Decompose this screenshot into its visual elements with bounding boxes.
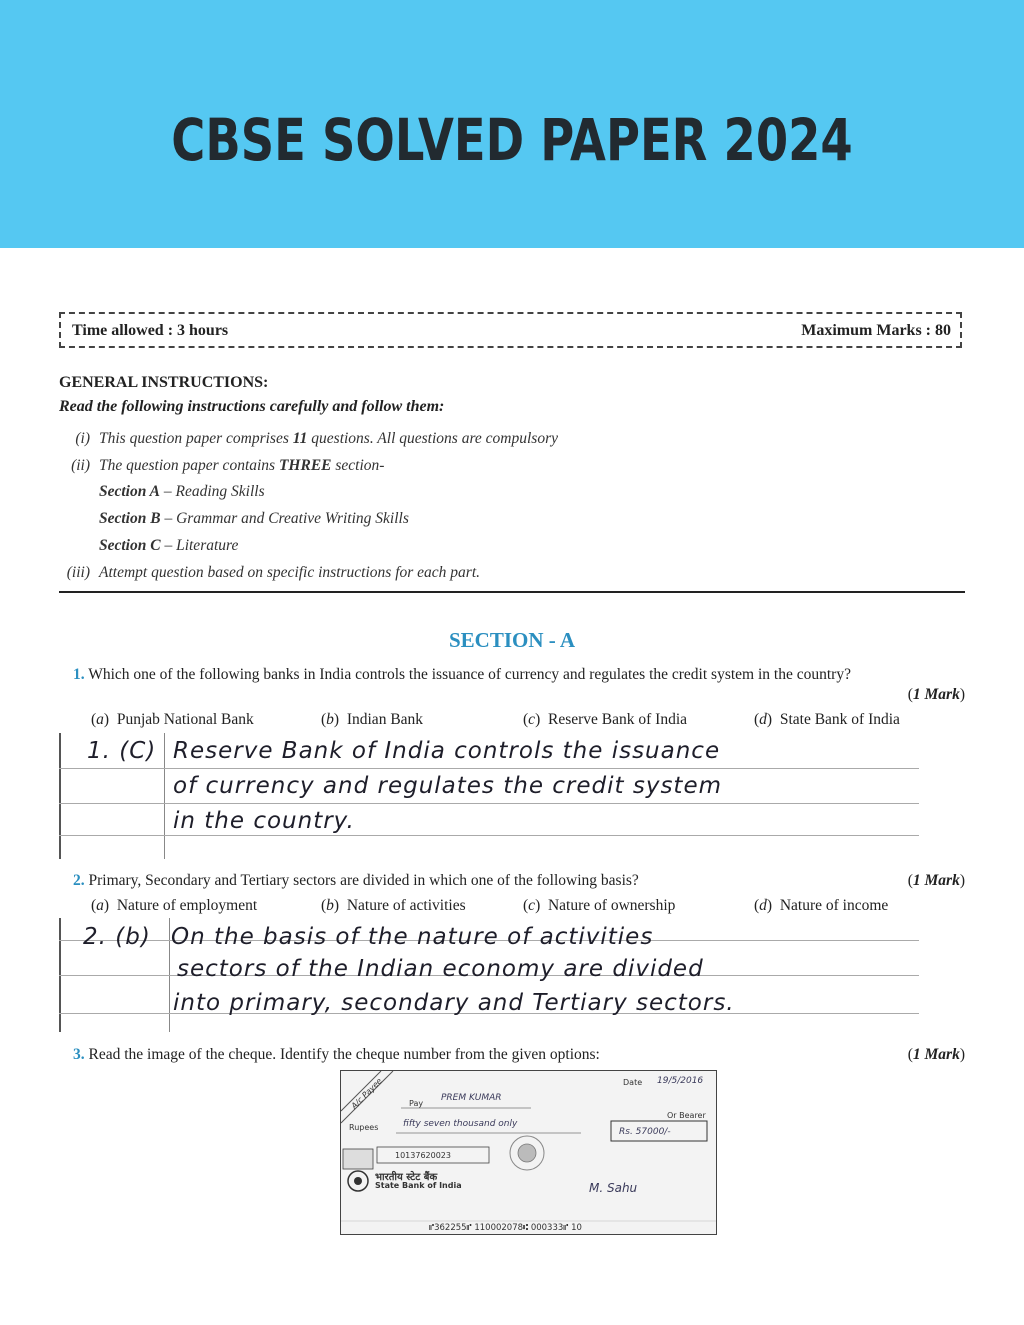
instruction-text: section- [331,457,385,474]
instruction-bold: 11 [292,430,308,447]
section-name: Section B [99,510,161,527]
option-label: a [96,897,104,914]
question-number: 2. [73,872,85,889]
cheque-micr: ⑈362255⑈ 110002078⑆ 000333⑈ 10 [429,1223,582,1233]
mark-text: 1 Mark [912,872,960,889]
option-text: State Bank of India [779,711,900,728]
option-c: (c) Reserve Bank of India [523,711,688,728]
option-text: Nature of activities [346,897,466,914]
cheque-bank-name: State Bank of India [375,1181,462,1190]
instruction-number: (i) [75,430,90,447]
exam-meta-box [59,312,962,348]
question-text: Read the image of the cheque. Identify the cheque number from the given options: [88,1046,600,1063]
mark-text: 1 Mark [912,686,960,703]
cheque-image [340,1070,717,1235]
question-text: Which one of the following banks in India controls the issuance of currency and regulates the credit system in the country? [88,666,851,683]
instruction-text: Attempt question based on specific instructions for each part. [99,564,480,581]
cheque-bank-hindi: भारतीय स्टेट बैंक [375,1172,438,1183]
section-list-item [99,510,409,528]
instructions-subheading: Read the following instructions carefully and follow them: [59,398,445,415]
section-name: Section C [99,537,161,554]
option-label: b [326,897,334,914]
instruction-bold: THREE [278,457,332,474]
cheque-bearer: Or Bearer [667,1111,706,1120]
answer-line: of currency and regulates the credit system [173,773,722,799]
option-a: (a) Punjab National Bank [91,711,254,728]
maximum-marks: Maximum Marks : 80 [801,322,951,339]
cheque-payee: PREM KUMAR [441,1093,502,1103]
title-banner [0,0,1024,248]
section-name: Section A [99,483,161,500]
option-a: (a) Nature of employment [91,897,258,914]
option-b: (b) Indian Bank [321,711,424,728]
answer-id: 2. (b) [83,924,151,950]
question-2 [73,872,639,890]
question-mark: (1 Mark) [907,872,965,889]
cheque-pay-label: Pay [409,1099,424,1108]
answer-line: Reserve Bank of India controls the issuance [173,738,721,764]
cheque-amount-figure: Rs. 57000/- [619,1127,671,1137]
mark-text: 1 Mark [912,1046,960,1063]
answer-line: into primary, secondary and Tertiary sectors. [173,990,735,1016]
cheque-account-number: 10137620023 [395,1151,451,1160]
option-text: Reserve Bank of India [547,711,688,728]
option-b: (b) Nature of activities [321,897,466,914]
instruction-number: (ii) [71,457,90,474]
instruction-text: questions. All questions are compulsory [307,430,558,447]
cheque-signature: M. Sahu [589,1181,638,1195]
option-label: c [528,711,536,728]
section-desc: – Reading Skills [160,483,265,500]
question-1 [73,666,851,684]
answer-line: On the basis of the nature of activities [171,924,654,950]
paper-title: CBSE SOLVED PAPER 2024 [171,106,853,174]
option-text: Indian Bank [346,711,424,728]
section-desc: – Literature [160,537,239,554]
section-list-item [99,537,238,555]
question-3 [73,1046,600,1064]
option-label: a [96,711,104,728]
option-d: (d) State Bank of India [754,711,900,728]
question-number: 1. [73,666,85,683]
section-heading: SECTION - A [448,628,576,652]
question-number: 3. [73,1046,85,1063]
cheque-crossing: A/c Payee [349,1076,384,1111]
cheque-date: 19/5/2016 [657,1076,704,1086]
option-text: Nature of employment [116,897,258,914]
instruction-text: The question paper contains [99,457,279,474]
divider [59,591,965,593]
option-text: Punjab National Bank [116,711,254,728]
option-label: d [759,711,767,728]
option-text: Nature of ownership [547,897,676,914]
option-d: (d) Nature of income [754,897,889,914]
instruction-text: This question paper comprises [99,430,293,447]
cheque-amount-words: fifty seven thousand only [403,1119,518,1129]
option-label: b [326,711,334,728]
handwritten-answer-2 [59,918,919,1032]
handwritten-answer-1 [59,733,919,859]
cheque-rupees-label: Rupees [349,1123,379,1132]
time-allowed: Time allowed : 3 hours [72,322,229,339]
instructions-heading: GENERAL INSTRUCTIONS: [59,374,269,391]
option-label: d [759,897,767,914]
section-desc: – Grammar and Creative Writing Skills [160,510,409,527]
question-text: Primary, Secondary and Tertiary sectors are divided in which one of the following basis? [88,872,639,889]
answer-id: 1. (C) [87,738,157,764]
option-text: Nature of income [779,897,889,914]
section-list-item [99,483,265,501]
cheque-date-label: Date [623,1078,643,1087]
option-label: c [528,897,536,914]
question-mark: (1 Mark) [907,1046,965,1063]
option-c: (c) Nature of ownership [523,897,676,914]
question-mark: (1 Mark) [907,686,965,703]
instruction-number: (iii) [66,564,90,581]
answer-line: sectors of the Indian economy are divided [177,956,704,982]
answer-line: in the country. [173,808,355,834]
